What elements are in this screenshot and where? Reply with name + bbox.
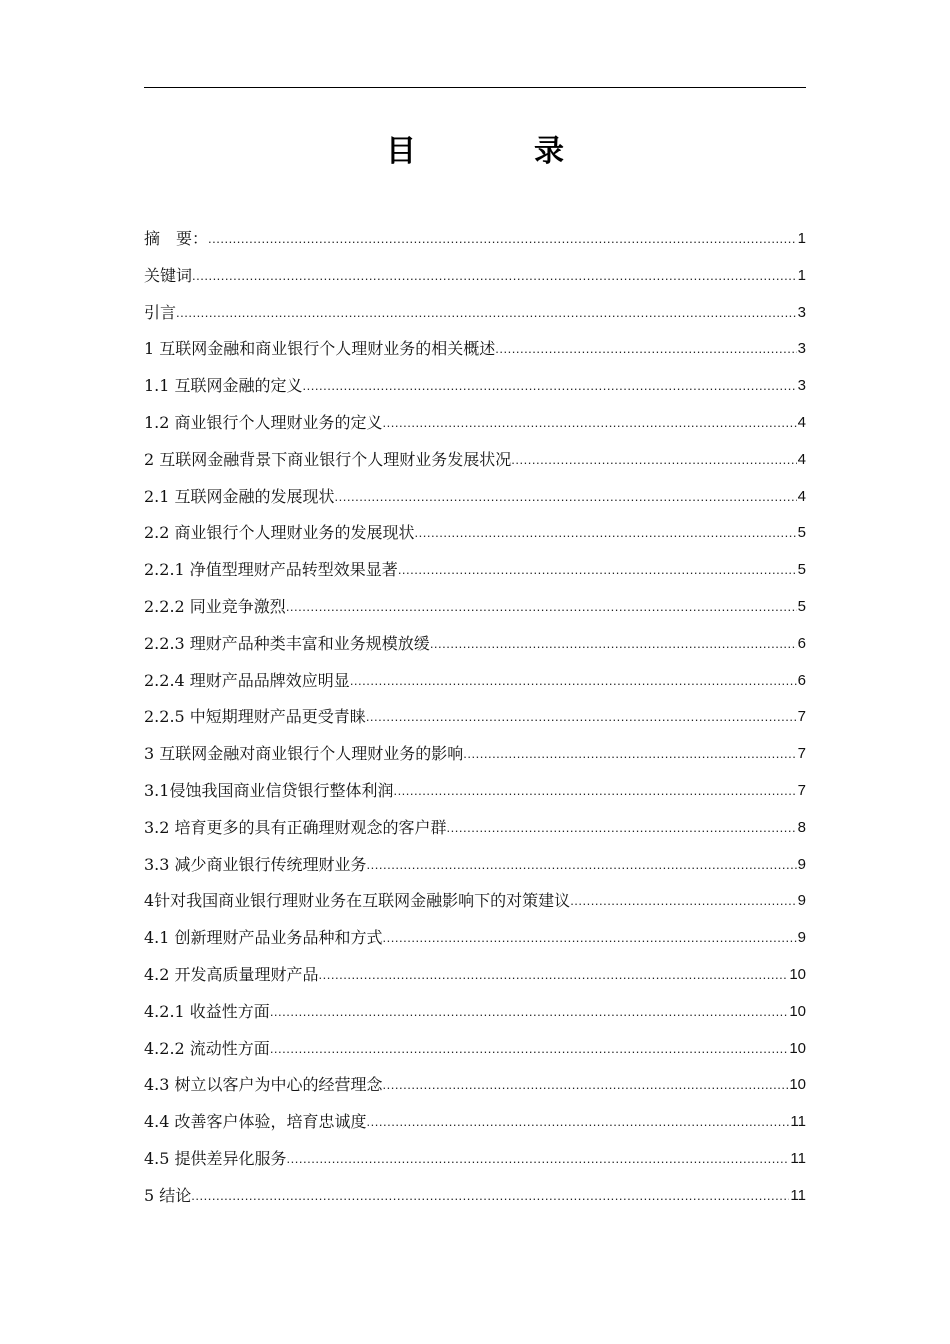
toc-dot-leader bbox=[393, 773, 796, 810]
toc-entry-page: 8 bbox=[797, 818, 806, 836]
header-rule bbox=[144, 87, 806, 88]
toc-entry[interactable] bbox=[144, 773, 806, 810]
toc-entry-label: 2.2.4 理财产品品牌效应明显 bbox=[144, 670, 350, 690]
toc-entry[interactable] bbox=[144, 1104, 806, 1141]
toc-dot-leader bbox=[383, 1067, 789, 1104]
toc-entry-label: 4.2.1 收益性方面 bbox=[144, 1001, 270, 1021]
toc-dot-leader bbox=[176, 295, 797, 332]
toc-entry[interactable] bbox=[144, 368, 806, 405]
toc-dot-leader bbox=[350, 663, 797, 700]
toc-dot-leader bbox=[463, 736, 796, 773]
toc-entry-label: 2.2.5 中短期理财产品更受青睐 bbox=[144, 707, 366, 727]
toc-entry[interactable] bbox=[144, 221, 806, 258]
toc-entry-label: 摘 要： bbox=[144, 229, 209, 248]
toc-entry[interactable] bbox=[144, 847, 806, 884]
toc-entry[interactable] bbox=[144, 1141, 806, 1178]
toc-entry-page: 11 bbox=[790, 1186, 806, 1204]
toc-entry-page: 7 bbox=[797, 708, 806, 726]
toc-entry-page: 4 bbox=[797, 450, 806, 468]
toc-entry-label: 4.5 提供差异化服务 bbox=[144, 1148, 287, 1168]
toc-dot-leader bbox=[447, 810, 797, 847]
toc-dot-leader bbox=[415, 515, 797, 552]
toc-entry[interactable] bbox=[144, 515, 806, 552]
toc-entry-label: 1.2 商业银行个人理财业务的定义 bbox=[144, 412, 383, 432]
toc-dot-leader bbox=[335, 479, 797, 516]
toc-entry[interactable] bbox=[144, 405, 806, 442]
toc-entry-label: 4.4 改善客户体验，培育忠诚度 bbox=[144, 1112, 367, 1132]
toc-entry-page: 3 bbox=[797, 303, 806, 321]
toc-dot-leader bbox=[192, 258, 797, 295]
toc-entry-page: 3 bbox=[797, 377, 806, 395]
toc-entry[interactable] bbox=[144, 957, 806, 994]
toc-entry-page: 4 bbox=[797, 487, 806, 505]
toc-entry-page: 10 bbox=[789, 1002, 806, 1020]
toc-entry-label: 2.2.1 净值型理财产品转型效果显著 bbox=[144, 560, 398, 580]
toc-entry-label: 2.2.2 同业竞争激烈 bbox=[144, 596, 286, 616]
page-title: 目 录 bbox=[386, 134, 608, 169]
toc-dot-leader bbox=[398, 552, 797, 589]
toc-entry[interactable] bbox=[144, 258, 806, 295]
toc-entry-label: 4.2 开发高质量理财产品 bbox=[144, 964, 319, 984]
toc-entry-page: 5 bbox=[797, 597, 806, 615]
toc-dot-leader bbox=[383, 920, 797, 957]
toc-entry[interactable] bbox=[144, 883, 806, 920]
toc-entry-page: 9 bbox=[797, 929, 806, 947]
toc-entry-page: 9 bbox=[797, 855, 806, 873]
toc-entry-label: 4.1 创新理财产品业务品种和方式 bbox=[144, 928, 383, 948]
toc-entry-label: 3.3 减少商业银行传统理财业务 bbox=[144, 854, 367, 874]
toc-entry-page: 11 bbox=[790, 1113, 806, 1131]
toc-entry-page: 7 bbox=[797, 781, 806, 799]
toc-dot-leader bbox=[383, 405, 797, 442]
toc-entry[interactable] bbox=[144, 1031, 806, 1068]
toc-dot-leader bbox=[511, 442, 796, 479]
toc-entry-label: 4针对我国商业银行理财业务在互联网金融影响下的对策建议 bbox=[144, 891, 571, 911]
toc-dot-leader bbox=[367, 1104, 790, 1141]
toc-dot-leader bbox=[270, 1031, 789, 1068]
toc-dot-leader bbox=[319, 957, 789, 994]
toc-dot-leader bbox=[208, 221, 797, 258]
toc-entry-page: 10 bbox=[789, 1039, 806, 1057]
toc-entry[interactable] bbox=[144, 736, 806, 773]
toc-entry-page: 9 bbox=[797, 892, 806, 910]
toc-entry-label: 4.3 树立以客户为中心的经营理念 bbox=[144, 1075, 383, 1095]
toc-entry-page: 11 bbox=[790, 1149, 806, 1167]
toc-dot-leader bbox=[366, 699, 797, 736]
toc-entry-label: 3 互联网金融对商业银行个人理财业务的影响 bbox=[144, 744, 464, 764]
toc-entry[interactable] bbox=[144, 626, 806, 663]
toc-entry-page: 4 bbox=[797, 413, 806, 431]
toc-entry-page: 1 bbox=[797, 230, 806, 247]
toc-entry[interactable] bbox=[144, 994, 806, 1031]
toc-entry[interactable] bbox=[144, 442, 806, 479]
toc-dot-leader bbox=[303, 368, 797, 405]
toc-entry-label: 关键词 bbox=[144, 265, 193, 285]
toc-entry-page: 5 bbox=[797, 524, 806, 542]
toc-entry-label: 3.2 培育更多的具有正确理财观念的客户群 bbox=[144, 817, 447, 837]
toc-entry-label: 3.1侵蚀我国商业信贷银行整体利润 bbox=[144, 780, 394, 800]
toc-entry-page: 10 bbox=[789, 965, 806, 983]
toc-entry-page: 6 bbox=[797, 634, 806, 652]
toc-entry-page: 7 bbox=[797, 745, 806, 763]
toc-entry[interactable] bbox=[144, 920, 806, 957]
toc-entry-label: 4.2.2 流动性方面 bbox=[144, 1038, 270, 1058]
toc-dot-leader bbox=[495, 331, 796, 368]
toc-dot-leader bbox=[270, 994, 789, 1031]
toc-entry[interactable] bbox=[144, 589, 806, 626]
toc-entry-page: 3 bbox=[797, 340, 806, 358]
toc-entry[interactable] bbox=[144, 295, 806, 332]
toc-entry[interactable] bbox=[144, 663, 806, 700]
toc-dot-leader bbox=[367, 847, 797, 884]
toc-entry-page: 5 bbox=[797, 561, 806, 579]
toc-entry-label: 2.1 互联网金融的发展现状 bbox=[144, 486, 335, 506]
toc-entry-label: 2.2 商业银行个人理财业务的发展现状 bbox=[144, 523, 415, 543]
toc-entry[interactable] bbox=[144, 810, 806, 847]
toc-entry-page: 10 bbox=[789, 1076, 806, 1094]
toc-entry-page: 6 bbox=[797, 671, 806, 689]
table-of-contents bbox=[144, 221, 806, 1215]
toc-entry-label: 引言 bbox=[144, 302, 177, 322]
toc-dot-leader bbox=[286, 589, 797, 626]
toc-entry[interactable] bbox=[144, 479, 806, 516]
toc-dot-leader bbox=[287, 1141, 790, 1178]
toc-entry[interactable] bbox=[144, 331, 806, 368]
toc-entry-label: 2 互联网金融背景下商业银行个人理财业务发展状况 bbox=[144, 449, 512, 469]
toc-dot-leader bbox=[430, 626, 797, 663]
toc-entry-label: 1 互联网金融和商业银行个人理财业务的相关概述 bbox=[144, 339, 496, 359]
toc-entry-label: 5 结论 bbox=[144, 1185, 192, 1205]
toc-entry-page: 1 bbox=[797, 266, 806, 284]
toc-entry[interactable] bbox=[144, 699, 806, 736]
toc-entry-label: 1.1 互联网金融的定义 bbox=[144, 376, 303, 396]
toc-dot-leader bbox=[570, 883, 796, 920]
toc-entry-label: 2.2.3 理财产品种类丰富和业务规模放缓 bbox=[144, 633, 430, 653]
toc-entry[interactable] bbox=[144, 1067, 806, 1104]
toc-entry[interactable] bbox=[144, 552, 806, 589]
toc-dot-leader bbox=[191, 1178, 789, 1215]
toc-entry[interactable] bbox=[144, 1178, 806, 1215]
